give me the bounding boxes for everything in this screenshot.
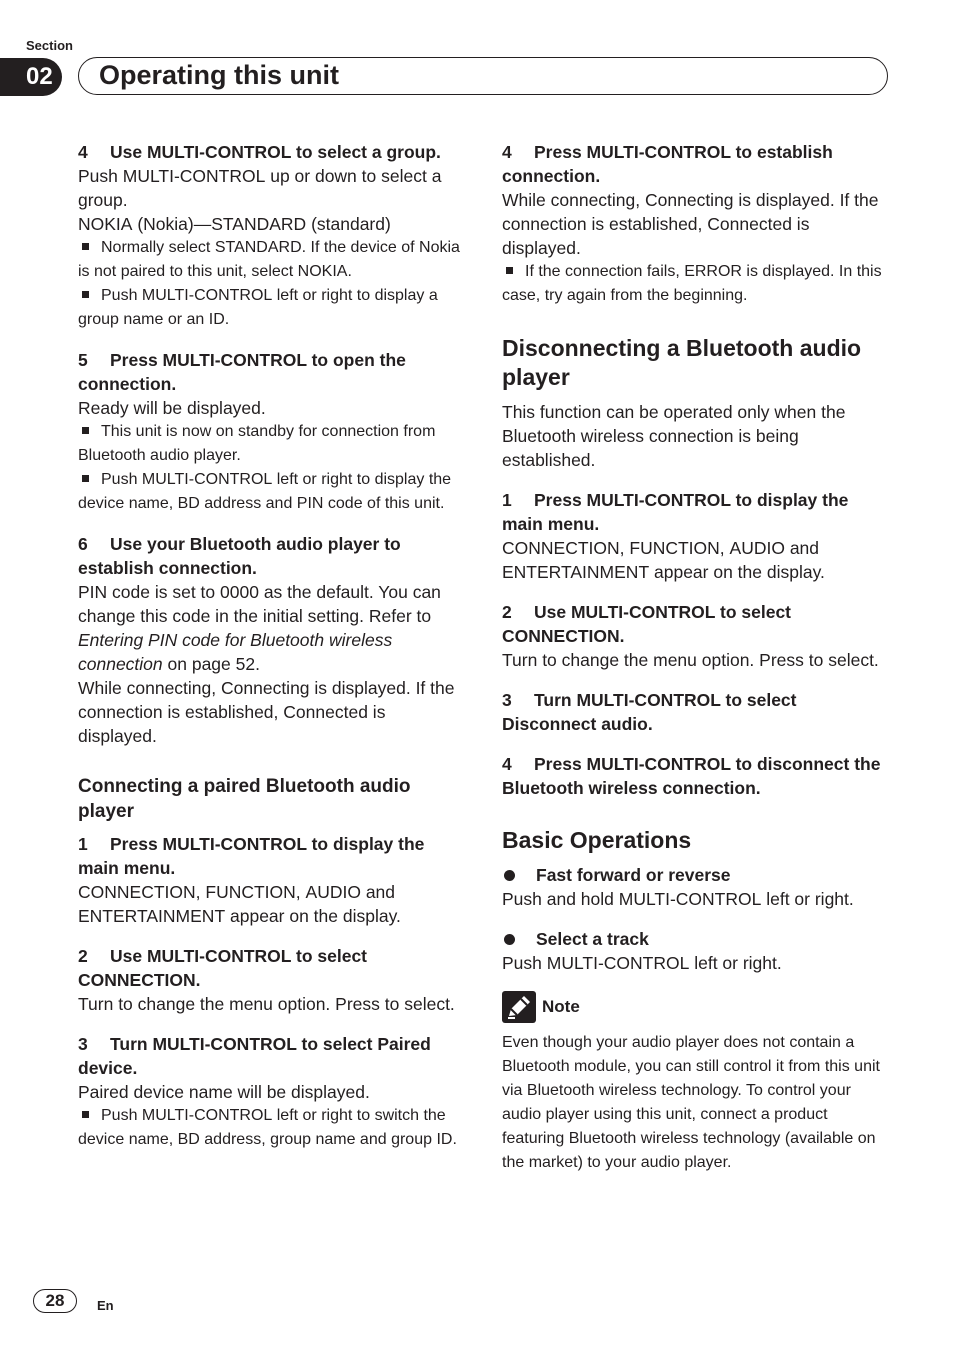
text: left or right. <box>689 953 782 973</box>
step-title: Press MULTI-CONTROL to establish connection. <box>502 142 833 186</box>
step-title: Press MULTI-CONTROL to open the connection. <box>78 350 406 394</box>
paired-step-2-body: Turn to change the menu option. Press to select. <box>78 994 455 1014</box>
square-bullet-icon <box>82 291 89 298</box>
text: , <box>719 538 730 558</box>
text: on page 52. <box>162 654 260 674</box>
step-number: 5 <box>78 350 88 370</box>
group-options <box>78 212 468 236</box>
section-heading-disconnecting: Disconnecting a Bluetooth audio player <box>502 335 862 390</box>
text: is displayed. In this case, try again from the beginning. <box>502 263 882 304</box>
step-title: Press MULTI-CONTROL to disconnect the Bluetooth wireless connection. <box>502 754 881 798</box>
cross-reference: Entering PIN code for Bluetooth wireless connection <box>78 630 393 674</box>
page-title: Operating this unit <box>99 60 339 90</box>
text-bold: Connecting <box>645 190 734 210</box>
text-bold: NOKIA <box>78 214 133 234</box>
step-number: 1 <box>502 490 512 510</box>
text-bold: MULTI-CONTROL <box>546 953 690 973</box>
text: appear on the display. <box>649 562 825 582</box>
step-4-heading <box>78 140 468 164</box>
bullet-item <box>78 1104 468 1152</box>
text-bold: FUNCTION <box>629 538 720 558</box>
step-number: 6 <box>78 534 88 554</box>
text: and <box>784 538 820 558</box>
disconnect-step-3-heading <box>502 688 892 736</box>
step-title: Use MULTI-CONTROL to select CONNECTION. <box>78 946 368 990</box>
text-bold: 0000 <box>220 582 259 602</box>
bullet-item <box>78 284 468 332</box>
step-5-heading <box>78 348 468 396</box>
note-label: Note <box>542 997 580 1016</box>
page-number: 28 <box>33 1289 77 1313</box>
circle-bullet-icon <box>504 870 515 881</box>
text: (standard) <box>306 214 391 234</box>
section-number-badge: 02 <box>0 58 62 96</box>
text-bold: CONNECTION <box>502 538 620 558</box>
step-number: 4 <box>78 142 88 162</box>
section-label: Section <box>26 38 73 53</box>
text: . If the device of Nokia is not paired to this unit, select <box>78 239 460 280</box>
paired-step-1-body <box>78 880 468 928</box>
paired-step-3-heading <box>78 1032 468 1080</box>
step-title: Turn MULTI-CONTROL to select Disconnect audio. <box>502 690 797 734</box>
step-title: Use MULTI-CONTROL to select CONNECTION. <box>502 602 792 646</box>
circle-bullet-icon <box>504 934 515 945</box>
note-body: Even though your audio player does not contain a Bluetooth module, you can still control it from this unit via Bluetooth wireless technology. To control your audio player using this unit, connect a product featuring Bluetooth wireless technology (available on the market) to your audio player. <box>502 1034 880 1171</box>
square-bullet-icon <box>82 1111 89 1118</box>
step-title: Use your Bluetooth audio player to establish connection. <box>78 534 401 578</box>
step-number: 3 <box>78 1034 88 1054</box>
step-6-heading <box>78 532 468 580</box>
step-5-body <box>78 396 468 420</box>
text: left or right to display the device name, BD address and PIN code of this unit. <box>78 471 452 512</box>
bullet-item <box>78 420 468 468</box>
text-bold: MULTI-CONTROL <box>141 471 273 488</box>
square-bullet-icon <box>506 267 513 274</box>
operation-title: Select a track <box>536 929 649 949</box>
square-bullet-icon <box>82 427 89 434</box>
step-title: Press MULTI-CONTROL to display the main menu. <box>502 490 849 534</box>
text: Push <box>101 1107 142 1124</box>
text: as the default. You can change this code in the initial setting. Refer to <box>78 582 441 626</box>
step-number: 4 <box>502 142 512 162</box>
text: left or right to switch the device name, BD address, group name and group ID. <box>78 1107 457 1148</box>
step-title: Turn MULTI-CONTROL to select Paired device. <box>78 1034 431 1078</box>
text-bold: MULTI-CONTROL <box>122 166 266 186</box>
disconnect-step-2-heading <box>502 600 892 648</box>
text: Push <box>101 471 142 488</box>
disconnect-intro: This function can be operated only when the Bluetooth wireless connection is being established. <box>502 402 846 470</box>
text: is displayed. <box>78 702 386 746</box>
operation-body <box>502 887 892 911</box>
bullet-item <box>78 468 468 516</box>
step-number: 2 <box>78 946 88 966</box>
text: . <box>347 263 352 280</box>
text-bold: FUNCTION <box>205 882 296 902</box>
step-title: Use MULTI-CONTROL to select a group. <box>110 142 441 162</box>
text-bold: STANDARD <box>214 239 302 256</box>
text: up or down to select a group. <box>78 166 442 210</box>
section-heading-basic-operations: Basic Operations <box>502 827 692 853</box>
operation-heading <box>502 927 892 951</box>
text: Push and hold <box>502 889 619 909</box>
left-column <box>78 140 468 1152</box>
bullet-item <box>78 236 468 284</box>
step-6-body <box>78 580 468 676</box>
text: Push <box>502 953 547 973</box>
text: is displayed. If the connection is established, <box>502 190 879 234</box>
step-number: 3 <box>502 690 512 710</box>
operation-body <box>502 951 892 975</box>
text-bold: STANDARD <box>211 214 307 234</box>
language-label: En <box>97 1298 114 1313</box>
step-number: 4 <box>502 754 512 774</box>
page-title-box <box>78 57 888 95</box>
paired-step-1-heading <box>78 832 468 880</box>
text: and <box>360 882 396 902</box>
text: , <box>195 882 206 902</box>
step-6-status <box>78 676 468 748</box>
text: (Nokia)— <box>132 214 212 234</box>
disconnect-step-2-body: Turn to change the menu option. Press to select. <box>502 650 879 670</box>
text: PIN code is set to <box>78 582 221 602</box>
text-bold: Ready <box>78 398 129 418</box>
text-bold: AUDIO <box>729 538 785 558</box>
text: left or right to display a group name or an ID. <box>78 287 438 328</box>
subsection-title: Connecting a paired Bluetooth audio player <box>78 776 411 822</box>
text-bold: Connected <box>707 214 792 234</box>
operation-title: Fast forward or reverse <box>536 865 731 885</box>
text: left or right. <box>761 889 854 909</box>
right-column <box>502 140 892 1175</box>
note-header <box>502 991 892 1023</box>
text-bold: AUDIO <box>305 882 361 902</box>
bullet-item <box>502 260 892 308</box>
text-bold: ENTERTAINMENT <box>502 562 650 582</box>
text: While connecting, <box>78 678 221 698</box>
text-bold: MULTI-CONTROL <box>618 889 762 909</box>
disconnect-step-1-heading <box>502 488 892 536</box>
text: Push <box>101 287 142 304</box>
text-bold: ENTERTAINMENT <box>78 906 226 926</box>
text: appear on the display. <box>225 906 401 926</box>
text: will be displayed. <box>128 398 266 418</box>
text-bold: NOKIA <box>297 263 348 280</box>
text: This unit is now on standby for connection from Bluetooth audio player. <box>78 423 436 464</box>
step-number: 2 <box>502 602 512 622</box>
operation-heading <box>502 863 892 887</box>
text-bold: MULTI-CONTROL <box>141 287 273 304</box>
disconnect-step-4-heading <box>502 752 892 800</box>
text: , <box>295 882 306 902</box>
text: is displayed. <box>502 214 810 258</box>
square-bullet-icon <box>82 475 89 482</box>
text: Push <box>78 166 123 186</box>
text: While connecting, <box>502 190 645 210</box>
text-bold: MULTI-CONTROL <box>141 1107 273 1124</box>
text-bold: CONNECTION <box>78 882 196 902</box>
step-4-body <box>502 188 892 260</box>
step-4-body <box>78 164 468 212</box>
text: Normally select <box>101 239 215 256</box>
text-bold: Connecting <box>221 678 310 698</box>
text: is displayed. If the connection is established, <box>78 678 455 722</box>
note-pencil-icon <box>502 991 536 1023</box>
disconnect-step-1-body <box>502 536 892 584</box>
text-bold: ERROR <box>684 263 742 280</box>
paired-step-2-heading <box>78 944 468 992</box>
text-bold: Connected <box>283 702 368 722</box>
step-4-heading <box>502 140 892 188</box>
text: If the connection fails, <box>525 263 685 280</box>
step-title: Press MULTI-CONTROL to display the main menu. <box>78 834 425 878</box>
text: , <box>619 538 630 558</box>
step-number: 1 <box>78 834 88 854</box>
paired-step-3-body: Paired device name will be displayed. <box>78 1082 370 1102</box>
square-bullet-icon <box>82 243 89 250</box>
